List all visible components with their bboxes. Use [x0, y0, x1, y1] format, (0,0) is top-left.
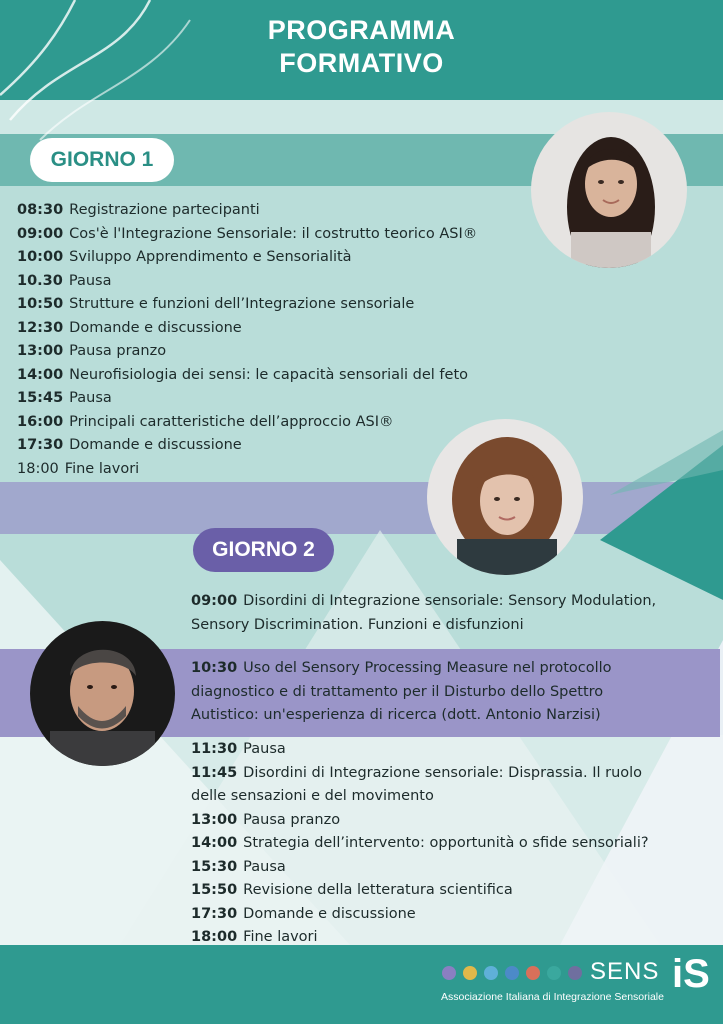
schedule-item-cont: delle sensazioni e del movimento — [191, 788, 434, 804]
schedule-item: 11:45 Disordini di Integrazione sensoriale: Disprassia. Il ruolo — [191, 764, 643, 781]
schedule-item: 09:00 Cos'è l'Integrazione Sensoriale: il costrutto teorico ASI® — [17, 225, 478, 242]
day2-label: GIORNO 2 — [193, 528, 334, 572]
day1-schedule — [17, 199, 477, 481]
schedule-item: 12:30 Domande e discussione — [17, 319, 242, 336]
schedule-item: 15:45 Pausa — [17, 390, 112, 406]
schedule-item: 13:00 Pausa pranzo — [17, 343, 167, 359]
logo-dot-icon — [484, 966, 498, 980]
schedule-item: 17:30 Domande e discussione — [191, 905, 416, 922]
logo-dot-icon — [568, 966, 582, 980]
logo-dot-icon — [526, 966, 540, 980]
speaker-photo-3 — [30, 621, 175, 766]
speaker-photo-2 — [427, 419, 583, 575]
schedule-item: 10.30 Pausa — [17, 272, 112, 289]
page-title — [0, 14, 723, 80]
logo-is: iS — [672, 952, 710, 996]
schedule-item: 16:00 Principali caratteristiche dell’approccio ASI® — [17, 413, 394, 430]
logo-dot-icon — [547, 966, 561, 980]
schedule-item: 10:00 Sviluppo Apprendimento e Sensorialità — [17, 249, 352, 265]
schedule-item: 15:30 Pausa — [191, 858, 286, 875]
schedule-item: 14:00 Neurofisiologia dei sensi: le capacità sensoriali del feto — [17, 366, 469, 383]
schedule-item: 13:00 Pausa pranzo — [191, 811, 341, 828]
schedule-item: 17:30 Domande e discussione — [17, 437, 242, 453]
schedule-item: 08:30 Registrazione partecipanti — [17, 202, 260, 218]
footer-tagline: Associazione Italiana di Integrazione Sensoriale — [441, 991, 664, 1003]
schedule-item: 11:30 Pausa — [191, 741, 286, 757]
schedule-item: 15:50 Revisione della letteratura scientifica — [191, 882, 513, 898]
day2-block-2: 10:30 Uso del Sensory Processing Measure nel protocollo diagnostico e di trattamento per il Disturbo dello Spettro Autistico: un'esperienza di ricerca (dott. Antonio Narzisi) — [191, 660, 612, 723]
logo-dot-icon — [505, 966, 519, 980]
day2-schedule — [191, 738, 649, 950]
schedule-item: 18:00 Fine lavori — [191, 929, 318, 945]
schedule-item: 10:50 Strutture e funzioni dell’Integrazione sensoriale — [17, 296, 415, 312]
title-line-1: PROGRAMMA — [267, 15, 456, 45]
logo-word: SENS — [590, 958, 660, 985]
schedule-item: 14:00 Strategia dell’intervento: opportunità o sfide sensoriali? — [191, 835, 649, 851]
day2-block-1: 09:00 Disordini di Integrazione sensoriale: Sensory Modulation, Sensory Discrimination. Funzioni e disfunzioni — [191, 593, 657, 633]
logo-dot-icon — [442, 966, 456, 980]
schedule-item: 18:00 Fine lavori — [17, 460, 140, 477]
title-line-2: FORMATIVO — [279, 48, 444, 78]
speaker-photo-1 — [531, 112, 687, 268]
day1-label: GIORNO 1 — [30, 138, 174, 182]
logo-dot-icon — [463, 966, 477, 980]
